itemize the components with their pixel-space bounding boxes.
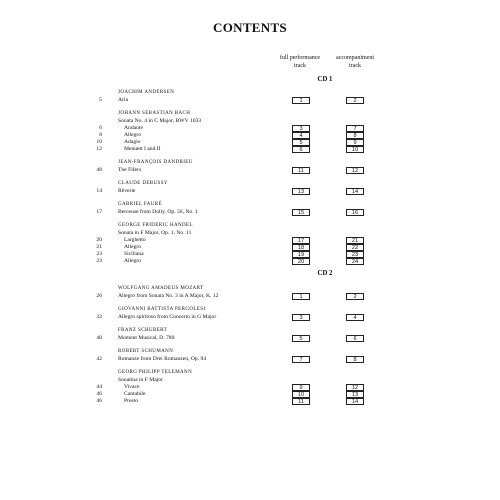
full-performance-header: full performance track bbox=[279, 55, 321, 69]
full-track-number: 11 bbox=[292, 167, 310, 174]
piece-title: Aria bbox=[118, 97, 128, 103]
movement-title: Allegro bbox=[124, 132, 142, 138]
accompaniment-track-number: 4 bbox=[346, 314, 364, 321]
accompaniment-track-number: 23 bbox=[346, 251, 364, 258]
accompaniment-track-number: 7 bbox=[346, 125, 364, 132]
full-track-number: 3 bbox=[292, 314, 310, 321]
movement-title: Cantabile bbox=[124, 391, 146, 397]
full-track-number: 11 bbox=[292, 398, 310, 405]
piece-title: Allegro from Sonata No. 3 in A Major, K. 12 bbox=[118, 293, 219, 299]
page-number: 48 bbox=[96, 167, 102, 173]
page-number: 46 bbox=[96, 398, 102, 404]
work-title: Sonata in F Major, Op. 1, No. 11 bbox=[118, 230, 192, 236]
full-track-number: 18 bbox=[292, 244, 310, 251]
full-track-number: 9 bbox=[292, 384, 310, 391]
composer-name: GIOVANNI BATTISTA PERGOLESI bbox=[118, 307, 206, 312]
cd2-label: CD 2 bbox=[317, 270, 333, 277]
page-title: CONTENTS bbox=[213, 20, 287, 35]
movement-title: Allegro bbox=[124, 244, 142, 250]
page-number: 46 bbox=[96, 391, 102, 397]
work-title: Sonatina in F Major bbox=[118, 377, 163, 383]
full-track-number: 15 bbox=[292, 209, 310, 216]
accompaniment-track-number: 22 bbox=[346, 244, 364, 251]
full-track-number: 1 bbox=[292, 293, 310, 300]
movement-title: Menuett I and II bbox=[124, 146, 161, 152]
accompaniment-track-number: 24 bbox=[346, 258, 364, 265]
full-track-number: 3 bbox=[292, 125, 310, 132]
piece-title: Allegro spiritoso from Concerto in G Major bbox=[118, 314, 217, 320]
accompaniment-header: accompaniment track bbox=[336, 55, 374, 69]
page-number: 44 bbox=[96, 384, 102, 390]
page-number: 12 bbox=[96, 146, 102, 152]
full-track-number: 1 bbox=[292, 97, 310, 104]
full-track-number: 20 bbox=[292, 258, 310, 265]
composer-name: JOHANN SEBASTIAN BACH bbox=[118, 111, 191, 116]
accompaniment-track-number: 8 bbox=[346, 132, 364, 139]
work-title: Sonata No. 4 in C Major, BWV 1033 bbox=[118, 118, 202, 124]
page-number: 23 bbox=[96, 258, 102, 264]
page-number: 21 bbox=[96, 244, 102, 250]
movement-title: Larghetto bbox=[124, 237, 146, 243]
page-number: 17 bbox=[96, 209, 102, 215]
movement-title: Vivace bbox=[124, 384, 140, 390]
accompaniment-track-number: 6 bbox=[346, 335, 364, 342]
full-track-number: 10 bbox=[292, 391, 310, 398]
composer-name: GEORG PHILIPP TELEMANN bbox=[118, 370, 193, 375]
accompaniment-track-number: 13 bbox=[346, 391, 364, 398]
composer-name: GEORGE FRIDERIC HANDEL bbox=[118, 223, 193, 228]
cd1-label: CD 1 bbox=[317, 76, 333, 83]
accompaniment-track-number: 16 bbox=[346, 209, 364, 216]
page-number: 5 bbox=[99, 97, 102, 103]
accompaniment-track-number: 8 bbox=[346, 356, 364, 363]
page-number: 42 bbox=[96, 356, 102, 362]
composer-name: GABRIEL FAURÉ bbox=[118, 202, 162, 207]
accompaniment-track-number: 14 bbox=[346, 398, 364, 405]
composer-name: JOACHIM ANDERSEN bbox=[118, 90, 175, 95]
movement-title: Siciliana bbox=[124, 251, 144, 257]
full-track-number: 17 bbox=[292, 237, 310, 244]
page-number: 26 bbox=[96, 293, 102, 299]
full-track-number: 7 bbox=[292, 356, 310, 363]
accompaniment-track-number: 12 bbox=[346, 167, 364, 174]
page-number: 8 bbox=[99, 132, 102, 138]
accompaniment-track-number: 10 bbox=[346, 146, 364, 153]
movement-title: Allegro bbox=[124, 258, 142, 264]
composer-name: FRANZ SCHUBERT bbox=[118, 328, 168, 333]
composer-name: WOLFGANG AMADEUS MOZART bbox=[118, 286, 204, 291]
movement-title: Adagio bbox=[124, 139, 141, 145]
accompaniment-track-number: 9 bbox=[346, 139, 364, 146]
full-track-number: 5 bbox=[292, 139, 310, 146]
accompaniment-track-number: 21 bbox=[346, 237, 364, 244]
piece-title: Romanze from Drei Romanzen, Op. 94 bbox=[118, 356, 207, 362]
page-number: 40 bbox=[96, 335, 102, 341]
page-number: 23 bbox=[96, 251, 102, 257]
page-number: 20 bbox=[96, 237, 102, 243]
movement-title: Presto bbox=[124, 398, 138, 404]
page-number: 32 bbox=[96, 314, 102, 320]
accompaniment-track-number: 2 bbox=[346, 97, 364, 104]
composer-name: JEAN-FRANÇOIS DANDRIEU bbox=[118, 160, 193, 165]
page-number: 14 bbox=[96, 188, 102, 194]
movement-title: Andante bbox=[124, 125, 143, 131]
full-track-number: 5 bbox=[292, 335, 310, 342]
full-track-number: 4 bbox=[292, 132, 310, 139]
piece-title: The Fifers bbox=[118, 167, 142, 173]
composer-name: CLAUDE DEBUSSY bbox=[118, 181, 168, 186]
accompaniment-track-number: 14 bbox=[346, 188, 364, 195]
piece-title: Rêverie bbox=[118, 188, 136, 194]
composer-name: ROBERT SCHUMANN bbox=[118, 349, 174, 354]
page-number: 6 bbox=[99, 125, 102, 131]
page-number: 10 bbox=[96, 139, 102, 145]
piece-title: Moment Musical, D. 780 bbox=[118, 335, 175, 341]
full-track-number: 13 bbox=[292, 188, 310, 195]
full-track-number: 6 bbox=[292, 146, 310, 153]
full-track-number: 19 bbox=[292, 251, 310, 258]
accompaniment-track-number: 2 bbox=[346, 293, 364, 300]
accompaniment-track-number: 12 bbox=[346, 384, 364, 391]
piece-title: Berceuse from Dolly, Op. 56, No. 1 bbox=[118, 209, 198, 215]
